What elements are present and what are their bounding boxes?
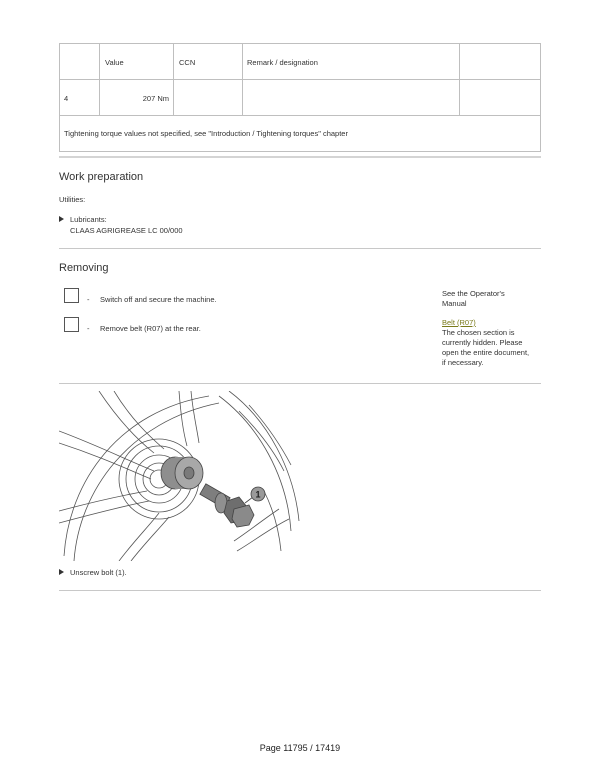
section-separator (59, 156, 541, 158)
callout-number: 1 (255, 489, 261, 500)
cell-torque-value: 207 Nm (142, 94, 169, 103)
work-preparation-heading: Work preparation (59, 171, 144, 183)
note-line: open the entire document, (442, 348, 530, 357)
wheel-bolt-drawing (59, 391, 300, 561)
section-separator (59, 383, 541, 384)
operator-manual-note (442, 289, 505, 309)
bullet-triangle-icon (59, 216, 64, 222)
col-divider (242, 43, 243, 115)
step-text: Switch off and secure the machine. (100, 295, 217, 304)
wheel-bolt-illustration (59, 391, 300, 561)
table-footnote: Tightening torque values not specified, see "Introduction / Tightening torques" chapter (64, 129, 348, 138)
belt-reference-note (442, 318, 529, 368)
col-divider (99, 43, 100, 115)
row-divider (59, 79, 541, 80)
page-number: Page 11795 / 17419 (259, 743, 341, 753)
step-dash: - (87, 324, 90, 333)
belt-r07-link[interactable]: Belt (R07) (442, 318, 476, 327)
col-divider (173, 43, 174, 115)
note-line: The chosen section is (442, 328, 515, 337)
utilities-label: Utilities: (59, 195, 86, 204)
step-checkbox[interactable] (64, 288, 79, 303)
header-value: Value (105, 58, 124, 67)
row-divider (59, 115, 541, 116)
unscrew-instruction: Unscrew bolt (1). (70, 568, 127, 577)
step-text: Remove belt (R07) at the rear. (100, 324, 201, 333)
cell-row-number: 4 (64, 94, 69, 103)
col-divider (459, 43, 460, 115)
removing-heading: Removing (59, 262, 109, 274)
note-line: See the Operator's (442, 289, 505, 298)
lubricants-label: Lubricants: (70, 215, 107, 224)
note-line: Manual (442, 299, 467, 308)
note-line: if necessary. (442, 358, 484, 367)
step-dash: - (87, 295, 90, 304)
section-separator (59, 248, 541, 249)
note-line: currently hidden. Please (442, 338, 523, 347)
header-ccn: CCN (179, 58, 196, 67)
header-remark: Remark / designation (247, 58, 318, 67)
torque-table (59, 43, 541, 152)
section-separator (59, 590, 541, 591)
lubricant-value: CLAAS AGRIGREASE LC 00/000 (70, 226, 183, 235)
bullet-triangle-icon (59, 569, 64, 575)
step-checkbox[interactable] (64, 317, 79, 332)
